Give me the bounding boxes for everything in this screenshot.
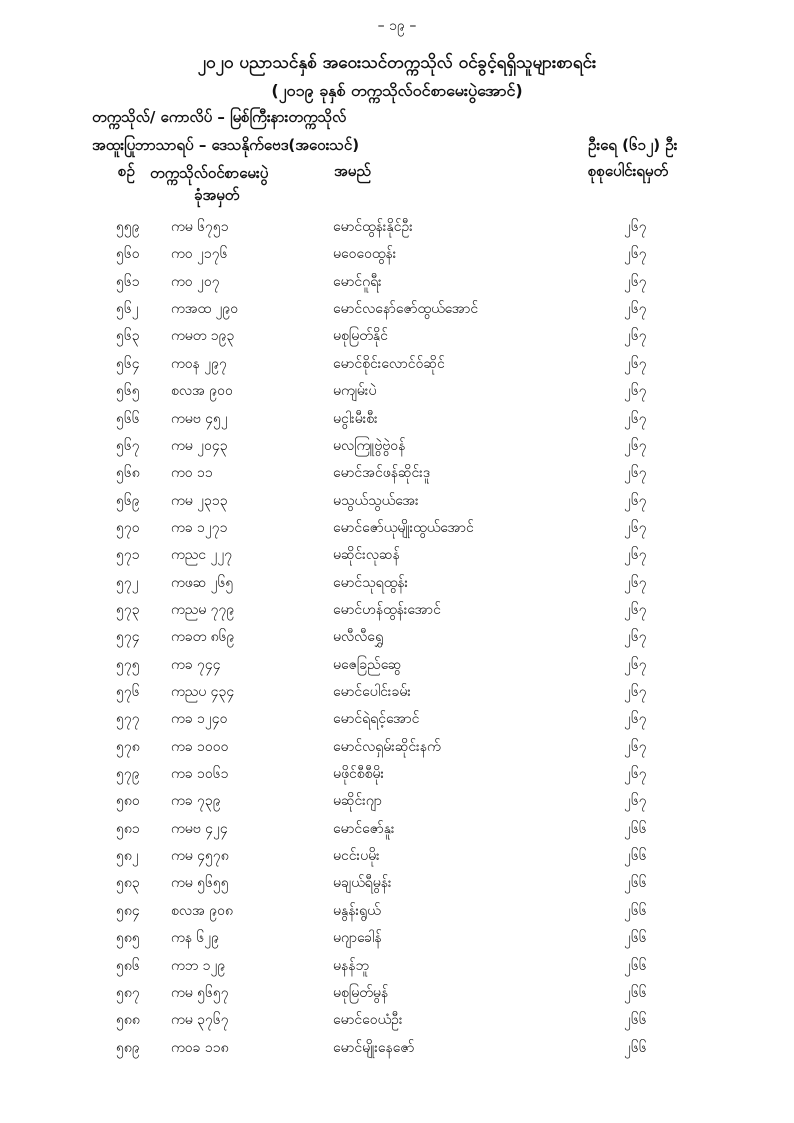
- table-row: [0, 627, 794, 654]
- table-row: [0, 655, 794, 682]
- table-row: [0, 956, 794, 983]
- roll-number: ကခ ၁၀၀၀: [171, 738, 229, 755]
- roll-number: ကညင ၂၂၇: [171, 547, 233, 564]
- row-number: ၅၆၃: [116, 328, 140, 345]
- student-name: မောင်အင်ဖန်ဆိုင်းဒူ: [333, 465, 431, 482]
- student-count: ဦးရေ (၆၁၂) ဦး: [588, 136, 678, 154]
- total-mark: ၂၆၇: [624, 383, 647, 400]
- table-row: [0, 409, 794, 436]
- row-number: ၅၆၇: [116, 437, 140, 454]
- total-mark: ၂၆၇: [624, 273, 647, 290]
- student-name: မလီလီရွှေ: [333, 629, 384, 646]
- roll-number: ကဝ ၂၀၇: [171, 273, 220, 290]
- table-row: [0, 573, 794, 600]
- table-row: [0, 791, 794, 818]
- row-number: ၅၇၃: [116, 601, 140, 618]
- row-number: ၅၈၇: [116, 984, 140, 1001]
- student-name: မနွန်းရွယ်: [333, 902, 381, 919]
- total-mark: ၂၆၇: [624, 601, 647, 618]
- student-name: မောင်လရှမ်းဆိုင်းနက်: [333, 738, 441, 755]
- roll-number: စလအ ၉၀၈: [171, 902, 234, 919]
- roll-number: ကဝခ ၁၁၈: [171, 1039, 229, 1056]
- table-row: [0, 1010, 794, 1037]
- row-number: ၅၇၅: [116, 656, 140, 673]
- row-number: ၅၆၅: [116, 383, 140, 400]
- row-number: ၅၇၈: [116, 738, 140, 755]
- row-number: ၅၇၂: [116, 574, 139, 591]
- total-mark: ၂၆၇: [624, 246, 647, 263]
- column-header-roll-line1: တက္ကသိုလ်ဝင်စာမေးပွဲ: [150, 164, 269, 182]
- roll-number: ကခ ၁၂၇၁: [171, 519, 228, 536]
- column-header-no: စဉ်: [118, 162, 135, 180]
- table-row: [0, 709, 794, 736]
- student-name: မငင်းပမိုး: [333, 848, 380, 865]
- roll-number: ကမတ ၁၉၃: [171, 328, 235, 345]
- student-name: မကျမ်းပဲ: [333, 383, 377, 400]
- total-mark: ၂၆၆: [624, 984, 647, 1001]
- total-mark: ၂၆၇: [624, 738, 647, 755]
- student-name: မောင်ဇော်နူး: [333, 820, 395, 837]
- row-number: ၅၆၈: [116, 465, 140, 482]
- table-row: [0, 764, 794, 791]
- roll-number: ကညပ ၄၃၄: [171, 684, 235, 700]
- student-name: မဇေခြည်ဆွေ: [333, 656, 402, 673]
- row-number: ၅၈၉: [116, 1039, 140, 1056]
- student-name: မဖိုင်စီစီမိုး: [333, 766, 385, 782]
- table-row: [0, 545, 794, 572]
- total-mark: ၂၆၆: [624, 820, 647, 837]
- table-row: [0, 217, 794, 244]
- table-row: [0, 737, 794, 764]
- total-mark: ၂၆၆: [624, 930, 647, 947]
- roll-number: ကမ ၃၇၆၇: [171, 1012, 229, 1029]
- total-mark: ၂၆၇: [624, 301, 647, 318]
- row-number: ၅၈၃: [116, 875, 140, 892]
- roll-number: ကမ ၄၅၇၈: [171, 848, 229, 865]
- student-name: မစုမြတ်မွန်: [333, 984, 389, 1001]
- table-row: [0, 682, 794, 709]
- row-number: ၅၈၀: [116, 793, 140, 810]
- row-number: ၅၆၉: [116, 492, 140, 509]
- total-mark: ၂၆၇: [624, 465, 647, 482]
- table-row: [0, 272, 794, 299]
- column-header-name: အမည်: [334, 162, 371, 180]
- student-name: မောင်ထွန်းနိုင်ဦး: [333, 219, 413, 235]
- row-number: ၅၇၄: [116, 629, 140, 646]
- column-header-mark: စုစုပေါင်းရမှတ်: [588, 162, 669, 180]
- roll-number: ကဘ ၁၂၉: [171, 957, 226, 974]
- table-row: [0, 326, 794, 353]
- column-header-roll-line2: ခုံအမှတ်: [194, 186, 240, 204]
- major-line: အထူးပြုဘာသာရပ် – ဒေသနိုက်ဗေဒ(အဝေးသင်): [92, 136, 360, 154]
- roll-number: ကဖဆ ၂၆၅: [171, 574, 234, 591]
- student-name: မောင်ရဲရင့်အောင်: [333, 711, 420, 728]
- total-mark: ၂၆၆: [624, 848, 647, 865]
- roll-number: ကအထ ၂၉၀: [171, 301, 239, 318]
- total-mark: ၂၆၇: [624, 355, 647, 372]
- table-row: [0, 846, 794, 873]
- total-mark: ၂၆၇: [624, 547, 647, 564]
- column-header-roll: [150, 162, 268, 206]
- student-name: မဆိုင်းဂျာ: [333, 793, 382, 810]
- roll-number: ကမ ၆၇၅၁: [171, 219, 229, 235]
- student-name: မောင်မျိုးနေဇော်: [333, 1039, 415, 1056]
- total-mark: ၂၆၆: [624, 875, 647, 892]
- student-name: မချယ်ရီမွန်း: [333, 875, 392, 892]
- table-row: [0, 983, 794, 1010]
- total-mark: ၂၆၇: [624, 328, 647, 345]
- total-mark: ၂၆၇: [624, 519, 647, 536]
- row-number: ၅၆၂: [116, 301, 139, 318]
- row-number: ၅၇၆: [116, 684, 140, 700]
- row-number: ၅၈၅: [116, 930, 140, 947]
- roll-number: ကမဗ ၄၅၂: [171, 410, 228, 427]
- roll-number: ကခ ၇၃၉: [171, 793, 221, 810]
- row-number: ၅၈၆: [116, 957, 140, 974]
- roll-number: စလအ ၉၀၀: [171, 383, 233, 400]
- student-name: မောင်ဝေယံဦး: [333, 1012, 403, 1029]
- student-name: မောင်ဟန်ထွန်းအောင်: [333, 601, 441, 618]
- student-name: မောင်လနော်ဇော်ထွယ်အောင်: [333, 301, 479, 318]
- roll-number: ကခ ၁၂၄၀: [171, 711, 228, 728]
- table-row: [0, 244, 794, 271]
- student-name: မဆိုင်းလုဆန်: [333, 547, 400, 564]
- document-subtitle: (၂၀၁၉ ခုနှစ် တက္ကသိုလ်ဝင်စာမေးပွဲအောင်): [271, 81, 523, 100]
- row-number: ၅၈၈: [116, 1012, 140, 1029]
- roll-number: ကမဗ ၄၂၄: [171, 820, 228, 837]
- total-mark: ၂၆၆: [624, 902, 647, 919]
- total-mark: ၂၆၇: [624, 410, 647, 427]
- total-mark: ၂၆၇: [624, 711, 647, 728]
- document-title: ၂၀၂၀ ပညာသင်နှစ် အဝေးသင်တက္ကသိုလ် ဝင်ခွင့်ရရှိသူများစာရင်း: [197, 53, 597, 73]
- row-number: ၅၆၆: [116, 410, 140, 427]
- student-name: မငွါးမီးစီး: [333, 410, 378, 427]
- total-mark: ၂၆၇: [624, 766, 647, 782]
- row-number: ၅၆၁: [116, 273, 140, 290]
- roll-number: ကမ ၅၆၅၇: [171, 984, 229, 1001]
- row-number: ၅၇၇: [116, 711, 140, 728]
- roll-number: ကခတ ၈၆၉: [171, 629, 235, 646]
- student-name: မစုမြတ်နိုင်: [333, 328, 388, 345]
- row-number: ၅၇၉: [116, 766, 140, 782]
- total-mark: ၂၆၇: [624, 492, 647, 509]
- roll-number: ကဝ ၁၁: [171, 465, 213, 482]
- roll-number: ကန ၆၂၉: [171, 930, 220, 947]
- table-row: [0, 354, 794, 381]
- table-row: [0, 1038, 794, 1065]
- row-number: ၅၈၁: [116, 820, 140, 837]
- total-mark: ၂၆၇: [624, 574, 647, 591]
- roll-number: ကမ ၂၀၄၃: [171, 437, 228, 454]
- roll-number: ကမ ၅၆၅၅: [171, 875, 229, 892]
- row-number: ၅၆၀: [116, 246, 140, 263]
- total-mark: ၂၆၆: [624, 1012, 647, 1029]
- student-name: မောင်ဇော်ယုမျိုးထွယ်အောင်: [333, 519, 474, 536]
- total-mark: ၂၆၇: [624, 656, 647, 673]
- row-number: ၅၇၁: [116, 547, 140, 564]
- row-number: ၅၈၄: [116, 902, 140, 919]
- total-mark: ၂၆၇: [624, 629, 647, 646]
- student-name: မနန်ဘူ: [333, 957, 369, 974]
- total-mark: ၂၆၆: [624, 1039, 647, 1056]
- student-name: မဝေဝေထွန်း: [333, 246, 397, 263]
- table-row: [0, 819, 794, 846]
- total-mark: ၂၆၆: [624, 957, 647, 974]
- university-line: တက္ကသိုလ်/ ကောလိပ် – မြစ်ကြီးနားတက္ကသိုလ်: [92, 108, 347, 126]
- row-number: ၅၅၉: [116, 219, 140, 235]
- student-name: မောင်ဂူရီး: [333, 273, 382, 290]
- table-row: [0, 436, 794, 463]
- row-number: ၅၈၂: [116, 848, 139, 865]
- student-name: မောင်ပေါင်းခမ်း: [333, 684, 411, 700]
- table-row: [0, 381, 794, 408]
- table-row: [0, 518, 794, 545]
- table-row: [0, 600, 794, 627]
- roll-number: ကမ ၂၃၁၃: [171, 492, 228, 509]
- roll-number: ကညမ ၇၇၉: [171, 601, 235, 618]
- roll-number: ကခ ၁၀၆၁: [171, 766, 229, 782]
- table-row: [0, 491, 794, 518]
- roll-number: ကခ ၇၄၄: [171, 656, 221, 673]
- table-row: [0, 299, 794, 326]
- student-name: မဂျာခေါန်: [333, 930, 382, 947]
- student-name: မောင်စိုင်းလောင်ဝ်ဆိုင်: [333, 355, 445, 372]
- row-number: ၅၇၀: [116, 519, 140, 536]
- total-mark: ၂၆၇: [624, 437, 647, 454]
- table-row: [0, 901, 794, 928]
- page-number: – ၁၉ –: [377, 18, 417, 34]
- student-name: မသွယ်သွယ်အေး: [333, 492, 419, 509]
- total-mark: ၂၆၇: [624, 793, 647, 810]
- table-row: [0, 463, 794, 490]
- table-row: [0, 928, 794, 955]
- student-name: မောင်သုရထွန်း: [333, 574, 409, 591]
- roll-number: ကဝ ၂၁၇၆: [171, 246, 228, 263]
- table-row: [0, 873, 794, 900]
- total-mark: ၂၆၇: [624, 684, 647, 700]
- roll-number: ကဝန ၂၉၇: [171, 355, 227, 372]
- total-mark: ၂၆၇: [624, 219, 647, 235]
- row-number: ၅၆၄: [116, 355, 140, 372]
- student-name: မလကြူဗွဲဗွဲဝန်: [333, 437, 406, 454]
